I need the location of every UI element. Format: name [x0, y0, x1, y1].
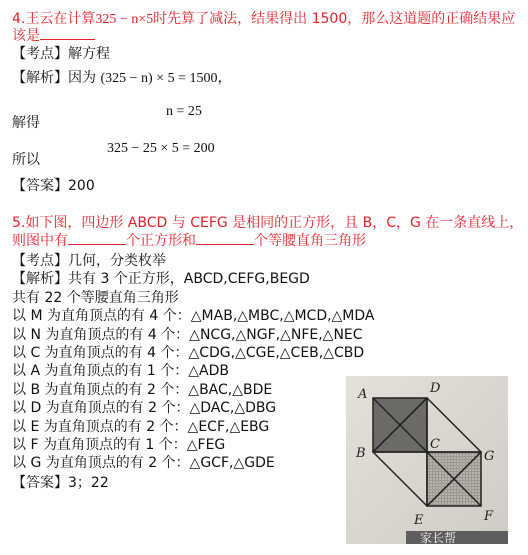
daan-label: 【答案】: [12, 475, 68, 491]
daan-label: 【答案】: [12, 178, 68, 194]
jiede-equation: n = 25: [166, 104, 202, 119]
q5-daan: [12, 472, 109, 492]
jiexi-text: 共有 3 个正方形，ABCD,CEFG,BEGD: [68, 271, 310, 287]
analysis-line: 以 E 为直角顶点的有 2 个：△ECF,△EBG: [12, 419, 270, 435]
q4-stem-expression: 325 − n×5: [95, 12, 154, 27]
q5-stem-part-1: 则图中有: [12, 233, 68, 249]
analysis-line: 共有 22 个等腰直角三角形: [12, 290, 179, 306]
label-a: A: [358, 387, 368, 402]
jiexi-comma: ，: [217, 70, 232, 86]
watermark-text: 家长帮: [420, 531, 457, 544]
jiexi-equation: (325 − n) × 5 = 1500: [100, 71, 218, 86]
q5-blank-squares: [68, 231, 126, 245]
analysis-line: 以 B 为直角顶点的有 2 个：△BAC,△BDE: [12, 382, 273, 398]
label-d: D: [430, 381, 441, 396]
q4-stem-part-1: 4.王云在计算: [12, 11, 96, 27]
geometry-figure: [346, 376, 508, 544]
analysis-line: 以 A 为直角顶点的有 1 个：△ADB: [12, 363, 230, 379]
kaodian-text: 几何，分类枚举: [68, 253, 166, 269]
q5-blank-triangles: [196, 231, 254, 245]
jiede-label: 解得: [12, 115, 40, 131]
label-f: F: [484, 509, 494, 524]
suoyi-equation: 325 − 25 × 5 = 200: [107, 141, 215, 156]
daan-text: 3；22: [68, 475, 109, 491]
suoyi-label: 所以: [12, 152, 40, 168]
kaodian-text: 解方程: [68, 46, 110, 62]
jiexi-label: 【解析】: [12, 70, 68, 86]
q4-jiexi: [12, 67, 231, 87]
squares-diagram: [346, 376, 508, 544]
label-b: B: [356, 446, 366, 461]
q5-stem-line-1: 5.如下图，四边形 ABCD 与 CEFG 是相同的正方形，且 B，C，G 在一条直线上，: [12, 215, 524, 231]
q4-line-2: [12, 25, 95, 45]
label-c: C: [430, 437, 440, 452]
jiexi-text: 因为: [68, 70, 96, 86]
analysis-line: 以 D 为直角顶点的有 2 个：△DAC,△DBG: [12, 400, 277, 416]
q5-stem-part-3: 个等腰直角三角形: [254, 233, 366, 249]
q5-stem-line-2: [12, 230, 366, 250]
analysis-line: 以 G 为直角顶点的有 2 个：△GCF,△GDE: [12, 455, 275, 471]
kaodian-label: 【考点】: [12, 46, 68, 62]
label-e: E: [414, 513, 424, 528]
q5-stem-part-2: 个正方形和: [126, 233, 196, 249]
analysis-line: 以 C 为直角顶点的有 4 个：△CDG,△CGE,△CEB,△CBD: [12, 345, 365, 361]
q4-stem-part-2: 时先算了减法，结果得出 1500，那么这道题的正确结果应: [153, 11, 516, 27]
analysis-line: 以 M 为直角顶点的有 4 个：△MAB,△MBC,△MCD,△MDA: [12, 308, 375, 324]
analysis-line: 以 F 为直角顶点的有 1 个：△FEG: [12, 437, 226, 453]
label-g: G: [484, 449, 495, 464]
q4-kaodian: [12, 43, 110, 63]
q5-jiexi: [12, 268, 310, 288]
daan-text: 200: [68, 178, 95, 194]
jiexi-label: 【解析】: [12, 271, 68, 287]
q5-kaodian: [12, 250, 166, 270]
q4-daan: [12, 175, 95, 195]
q4-stem-part-3: 该是: [12, 28, 40, 44]
q4-answer-blank: [40, 26, 95, 40]
analysis-line: 以 N 为直角顶点的有 4 个：△NCG,△NGF,△NFE,△NEC: [12, 327, 363, 343]
kaodian-label: 【考点】: [12, 253, 68, 269]
